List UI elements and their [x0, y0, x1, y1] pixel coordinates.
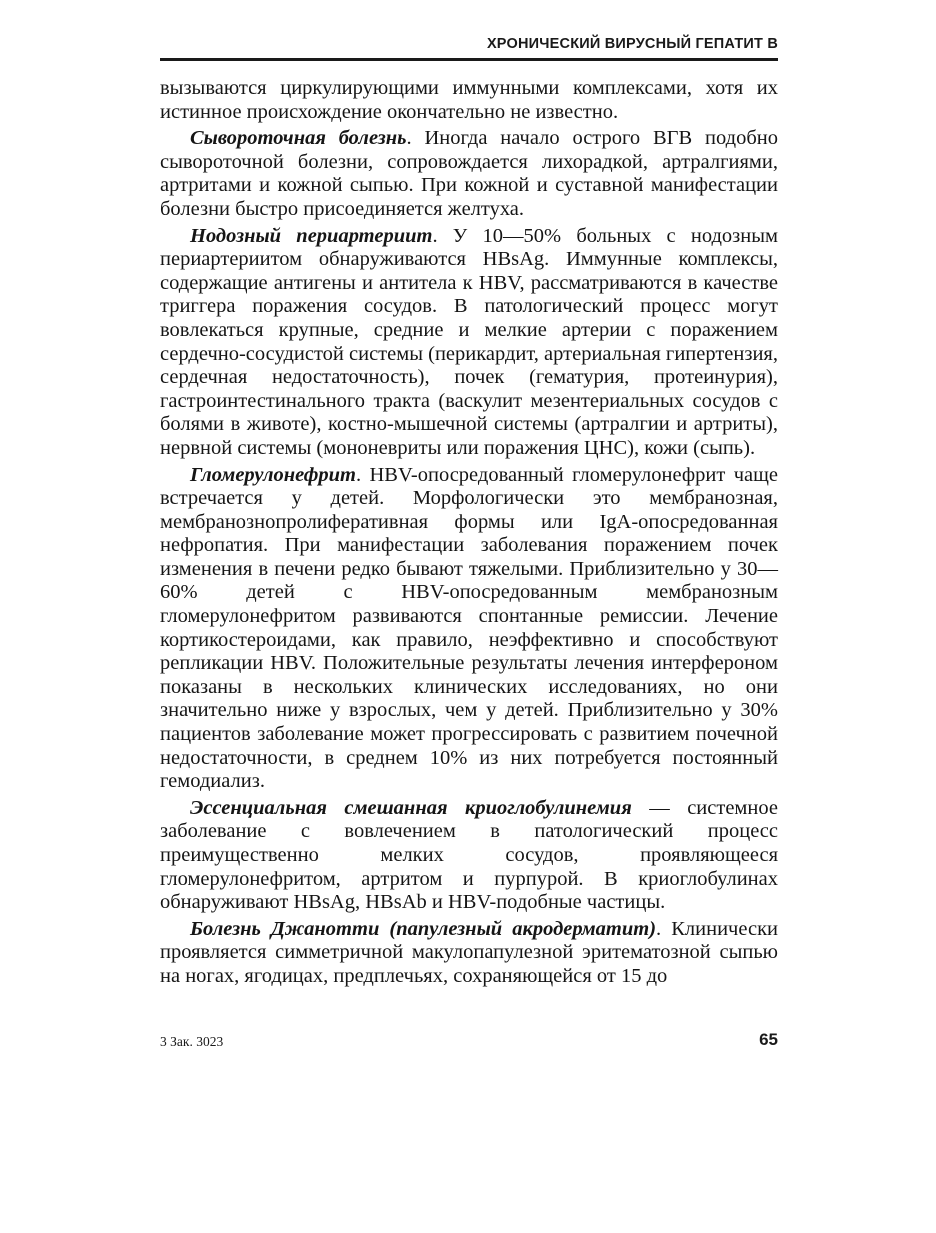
printer-signature: 3 Зак. 3023: [160, 1034, 224, 1049]
paragraph-term: Сывороточная болезнь: [190, 127, 407, 150]
paragraph-text: . HBV-опосредованный гломерулонефрит чаще встречается у детей. Морфологически это мембранозная, мембранознопролиферативная формы или IgA-опосредованная нефропатия. При манифестации заболевания поражением почек изменения в печени редко бывают тяжелыми. Приблизительно у 30—60% детей с HBV-опосредованным мембранозным гломерулонефритом развиваются спонтанные ремиссии. Лечение кортикостероидами, как правило, неэффективно и способствуют репликации HBV. Положительные результаты лечения интерфероном показаны в нескольких клинических исследованиях, но они значительно ниже у взрослых, чем у детей. Приблизительно у 30% пациентов заболевание может прогрессировать с развитием почечной недостаточности, в среднем 10% из них потребуется постоянный гемодиализ.: [160, 463, 778, 793]
paragraph-term: Нодозный периартериит: [190, 224, 433, 247]
paragraph-periarteritis: [160, 225, 778, 461]
paragraph-serum-sickness: [160, 127, 778, 221]
paragraph-term: Болезнь Джанотти (папулезный акродерматит): [190, 917, 657, 940]
paragraph-term: Гломерулонефрит: [190, 463, 356, 486]
paragraph-text: . Клинически проявляется симметричной макулопапулезной эритематозной сыпью на ногах, ягодицах, предплечьях, сохраняющейся от 15 до: [160, 917, 778, 987]
paragraph-glomerulonephritis: [160, 464, 778, 794]
paragraph-cryoglobulinemia: [160, 797, 778, 915]
header-rule: [160, 58, 778, 61]
paragraph-text: — системное заболевание с вовлечением в патологический процесс преимущественно мелких сосудов, проявляющееся гломерулонефритом, артритом и пурпурой. В криоглобулинах обнаруживают HBsAg, HBsAb и HBV-подобные частицы.: [160, 796, 778, 914]
paragraph-text: . У 10—50% больных с нодозным периартериитом обнаруживаются HBsAg. Иммунные комплексы, содержащие антигены и антитела к HBV, рассматриваются в качестве триггера поражения сосудов. В патологический процесс могут вовлекаться крупные, средние и мелкие артерии с поражением сердечно-сосудистой системы (перикардит, артериальная гипертензия, сердечная недостаточность), почек (гематурия, протеинурия), гастроинтестинального тракта (васкулит мезентериальных сосудов с болями в животе), костно-мышечной системы (артралгии и артриты), нервной системы (мононевриты или поражения ЦНС), кожи (сыпь).: [160, 224, 778, 459]
page-number: 65: [759, 1030, 778, 1049]
paragraph-text: вызываются циркулирующими иммунными комплексами, хотя их истинное происхождение окончательно не известно.: [160, 77, 778, 123]
paragraph-gianotti-disease: [160, 918, 778, 989]
running-header: ХРОНИЧЕСКИЙ ВИРУСНЫЙ ГЕПАТИТ В: [486, 36, 778, 52]
paragraph-term: Эссенциальная смешанная криоглобулинемия: [190, 796, 632, 819]
main-text: [160, 77, 778, 992]
paragraph-text: . Иногда начало острого ВГВ подобно сывороточной болезни, сопровождается лихорадкой, артралгиями, артритами и кожной сыпью. При кожной и суставной манифестации болезни быстро присоединяется желтуха.: [160, 127, 778, 220]
paragraph-continuation: [160, 77, 778, 124]
